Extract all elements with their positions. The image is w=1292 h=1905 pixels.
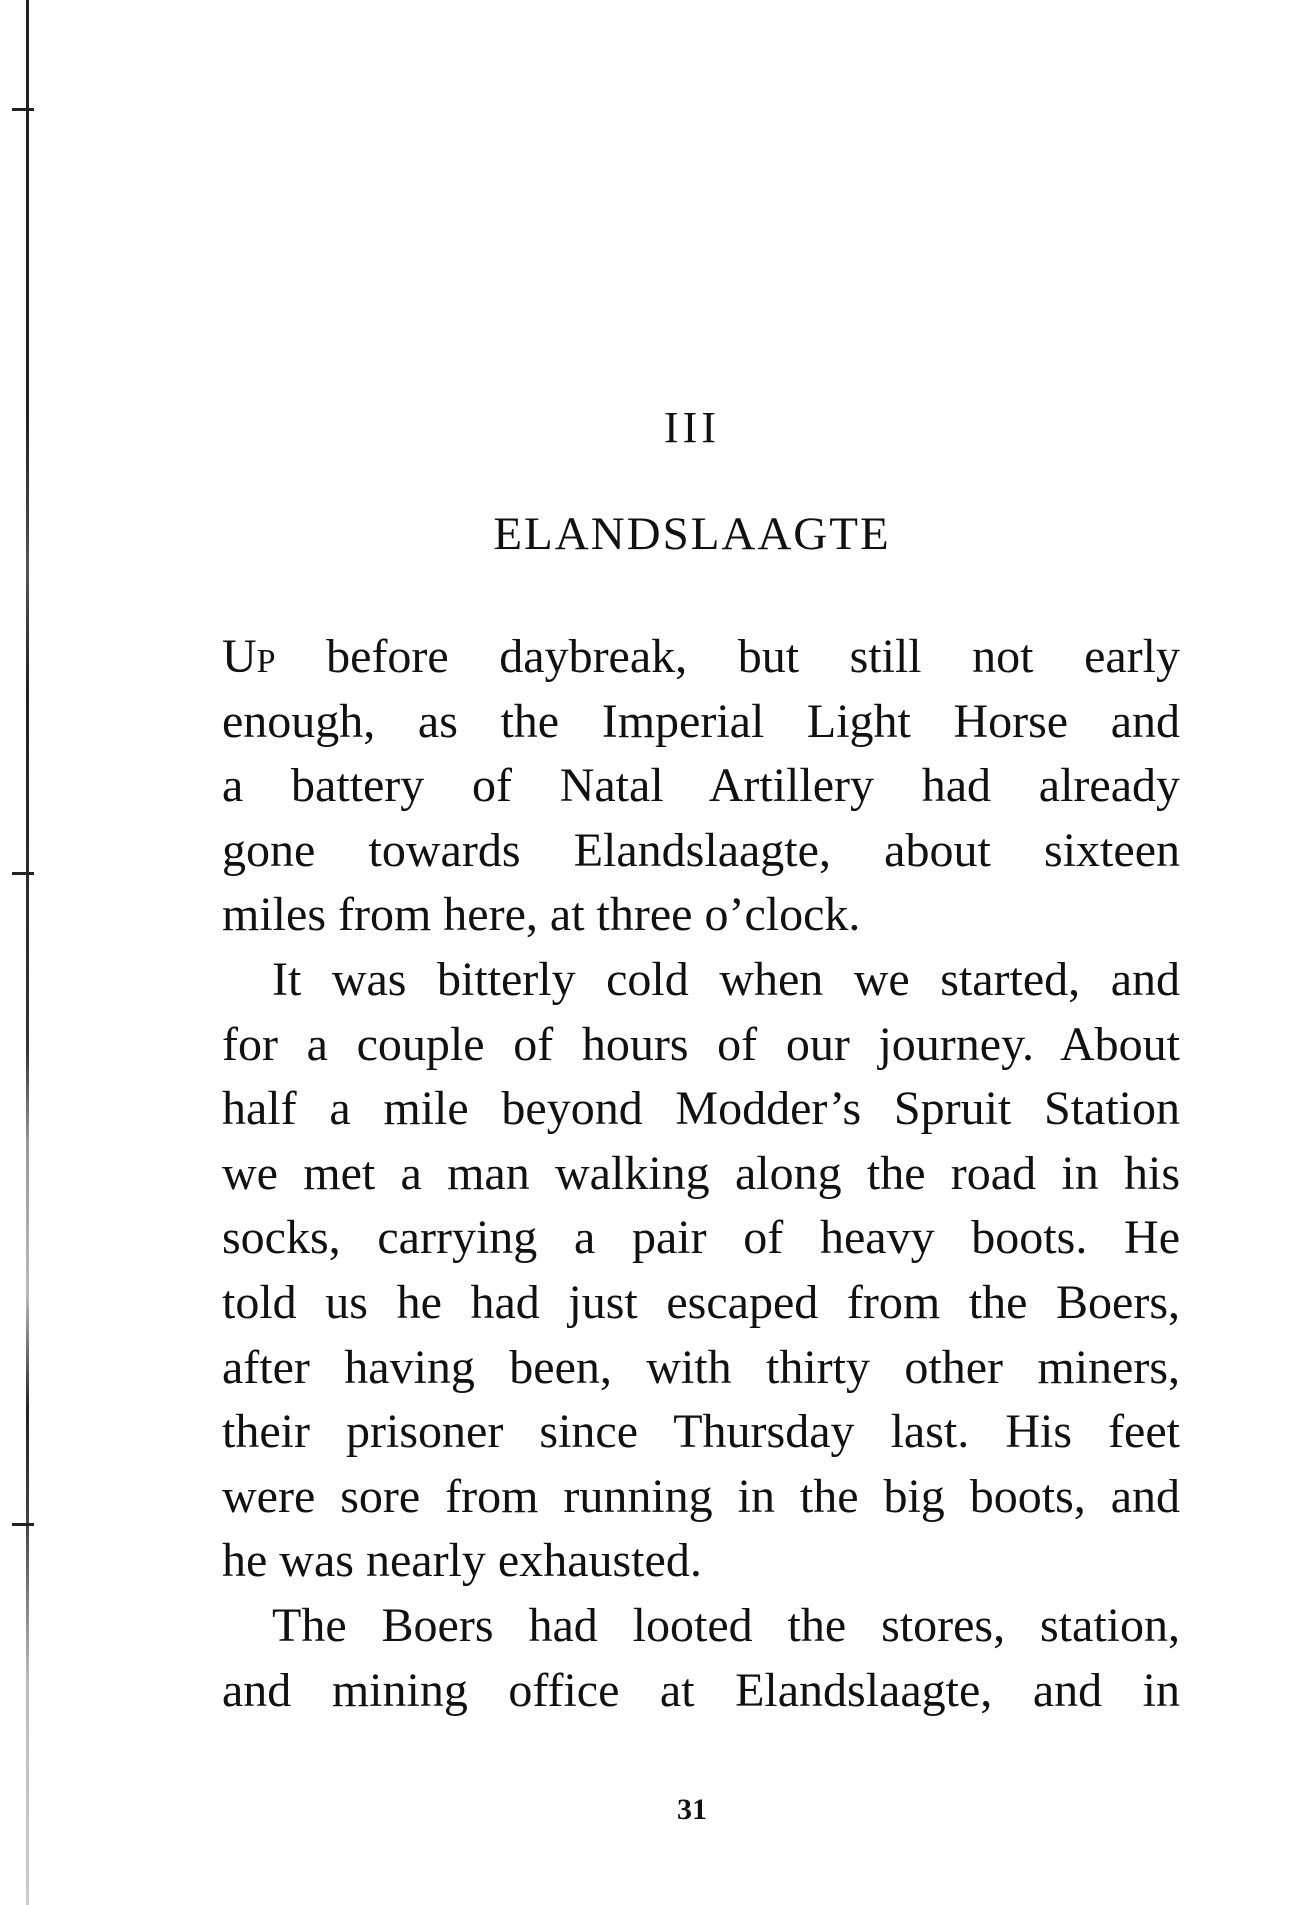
chapter-number: III	[664, 403, 720, 452]
text-line: It was bitterly cold when we started, and	[272, 952, 1180, 1006]
text-line: enough, as the Imperial Light Horse and	[222, 694, 1180, 748]
text-line	[222, 625, 1180, 690]
text-line: The Boers had looted the stores, station,	[272, 1598, 1180, 1652]
binding-edge	[26, 0, 29, 1905]
opening-initial: U	[222, 630, 257, 683]
body-text	[222, 625, 1180, 1723]
text-line: after having been, with thirty other miners,	[222, 1340, 1180, 1394]
text-line: told us he had just escaped from the Boers,	[222, 1275, 1180, 1329]
binding-mark	[12, 1523, 34, 1526]
opening-word	[222, 630, 276, 683]
text-line: we met a man walking along the road in his	[222, 1146, 1180, 1200]
opening-smallcaps: P	[256, 643, 276, 680]
text-line: gone towards Elandslaagte, about sixteen	[222, 823, 1180, 877]
text-line: miles from here, at three o’clock.	[222, 888, 861, 942]
text-line: and mining office at Elandslaagte, and in	[222, 1663, 1180, 1717]
text-line: for a couple of hours of our journey. About	[222, 1017, 1180, 1071]
text-line: half a mile beyond Modder’s Spruit Station	[222, 1082, 1180, 1136]
chapter-title: ELANDSLAAGTE	[493, 508, 891, 560]
text-line-content: before daybreak, but still not early	[275, 630, 1180, 683]
page-number: 31	[677, 1793, 707, 1826]
text-line: socks, carrying a pair of heavy boots. He	[222, 1211, 1180, 1265]
text-line: he was nearly exhausted.	[222, 1534, 702, 1588]
text-line: a battery of Natal Artillery had already	[222, 759, 1180, 813]
text-line: were sore from running in the big boots, and	[222, 1469, 1180, 1523]
binding-mark	[12, 108, 34, 111]
binding-mark	[12, 872, 34, 875]
text-line: their prisoner since Thursday last. His feet	[222, 1405, 1180, 1459]
